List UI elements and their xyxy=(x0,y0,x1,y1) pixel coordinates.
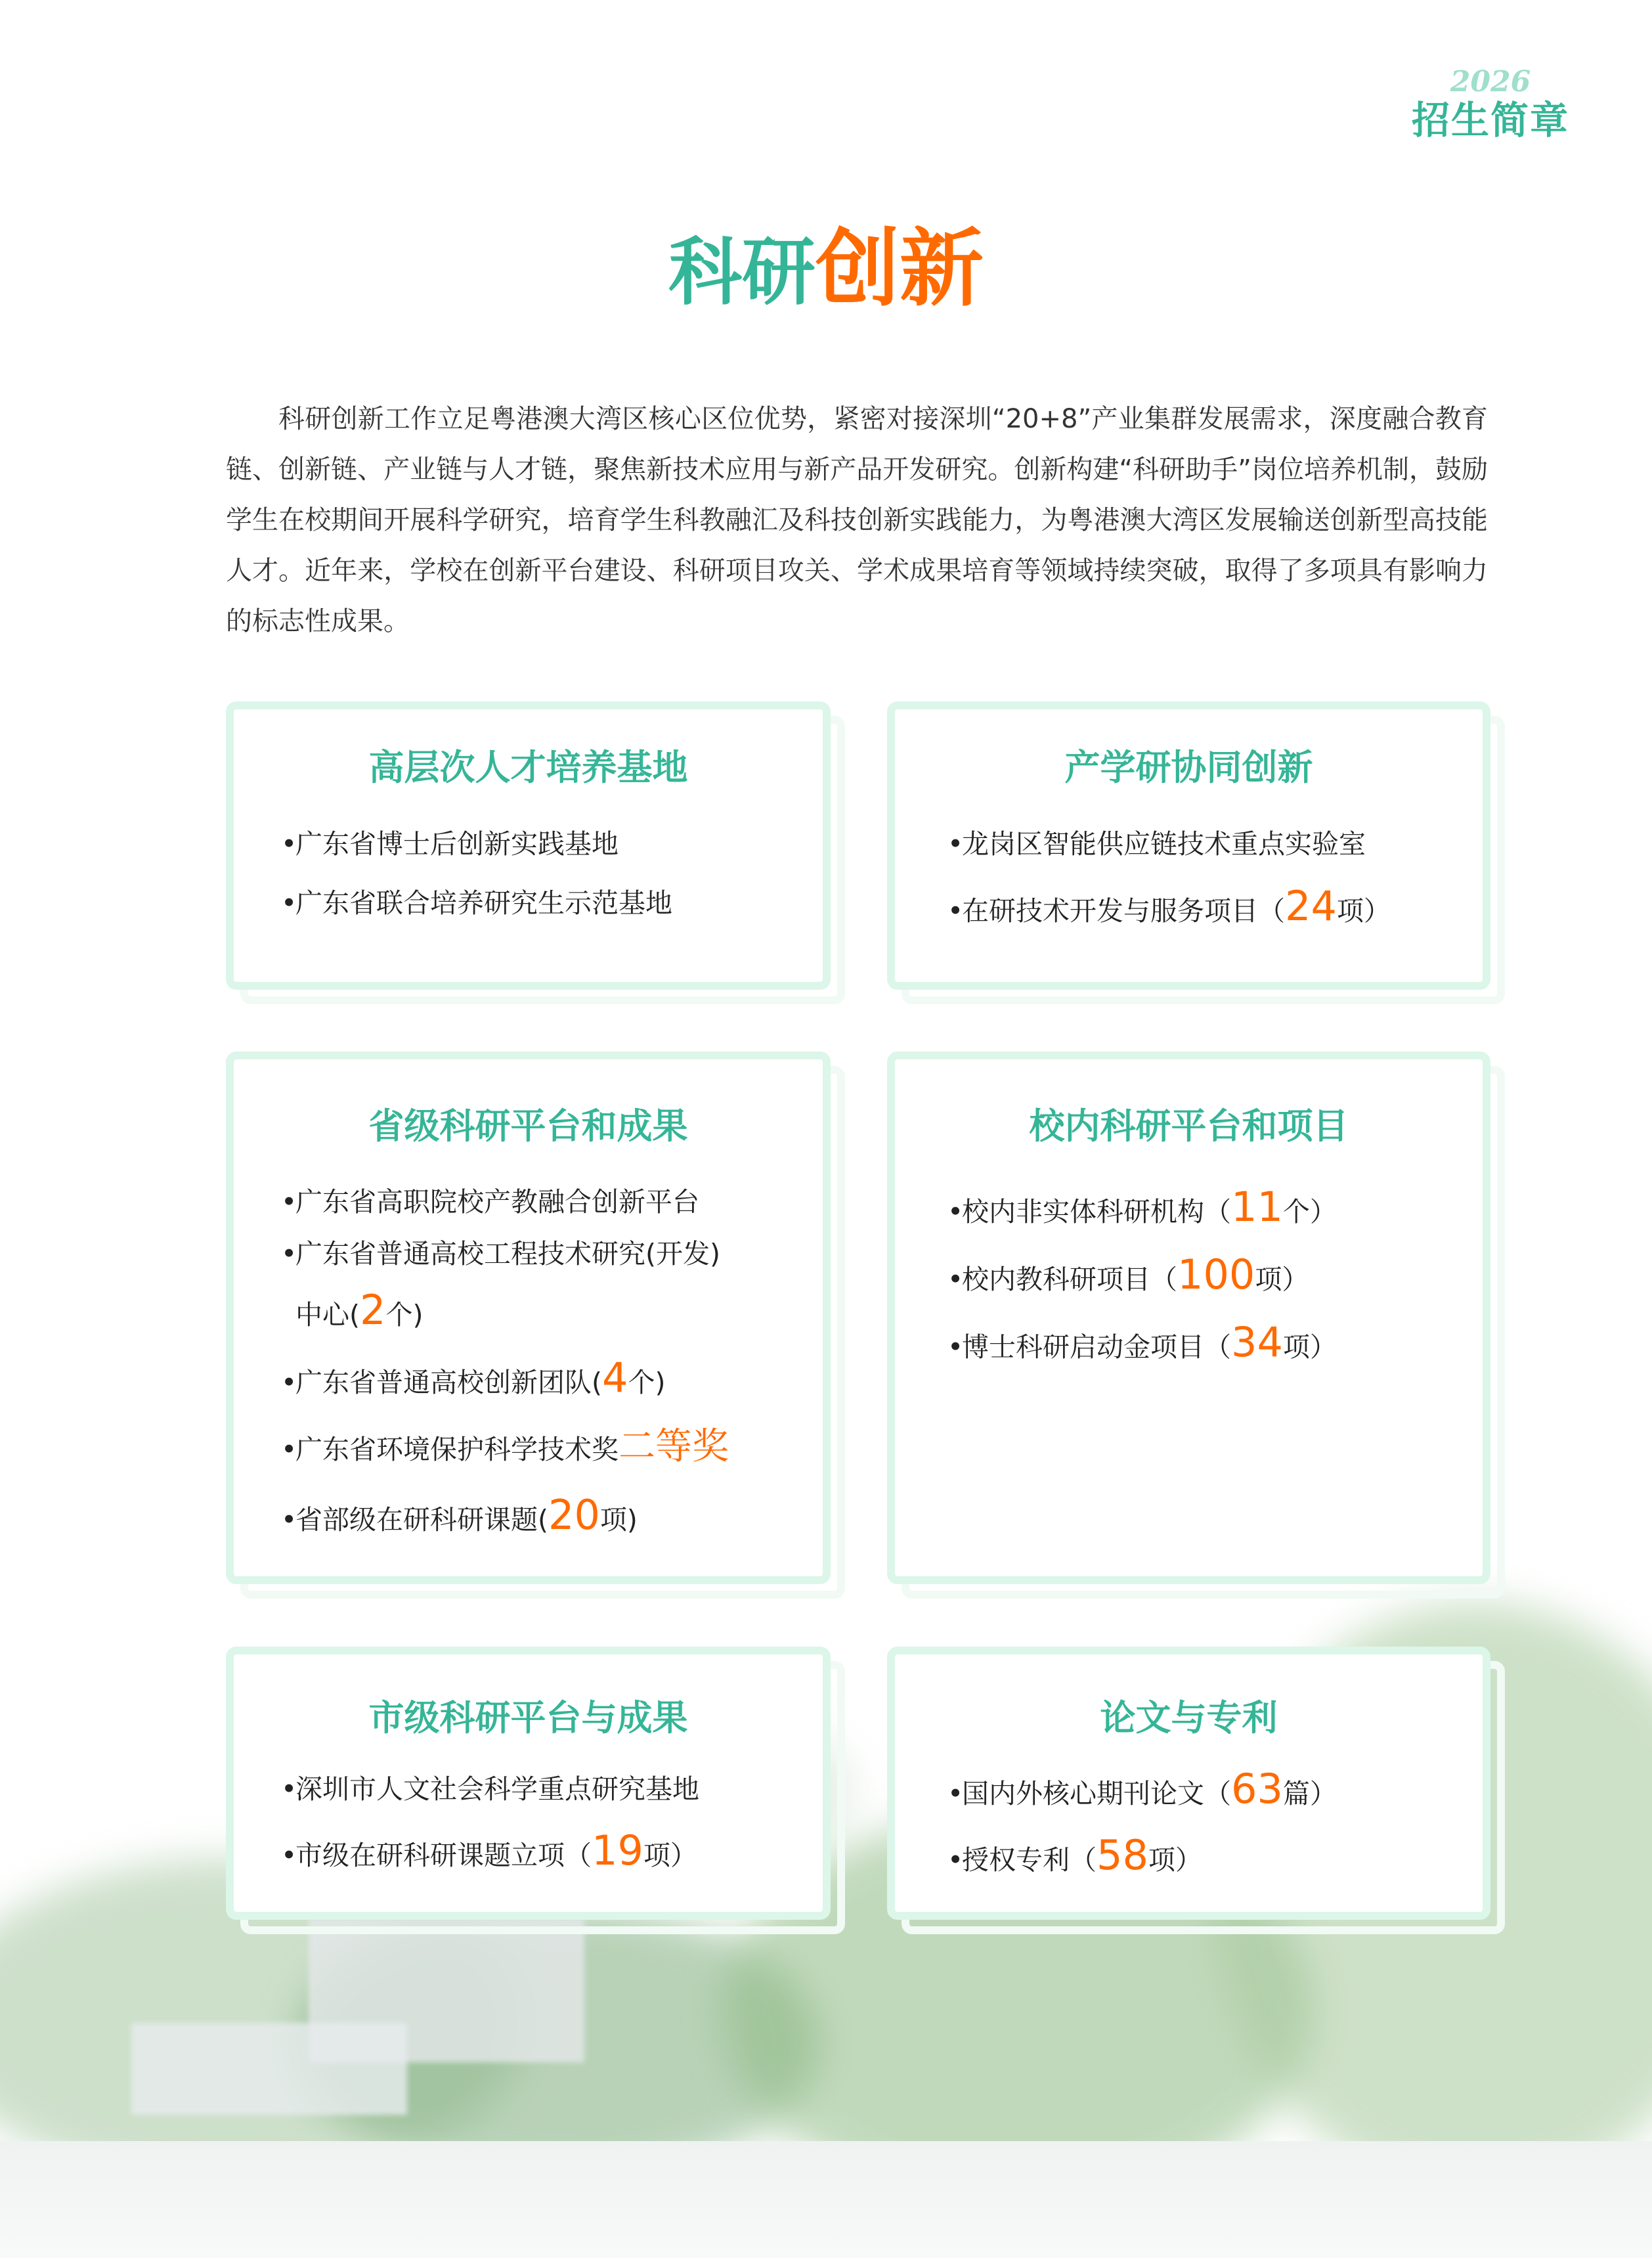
list-item: •博士科研启动金项目（34项） xyxy=(947,1318,1337,1366)
list-item: •广东省联合培养研究生示范基地 xyxy=(281,887,672,919)
card-title: 论文与专利 xyxy=(1100,1697,1278,1738)
list-item: •广东省普通高校工程技术研究(开发) xyxy=(281,1238,720,1270)
title-part1: 科研 xyxy=(668,230,815,315)
card-talent-base xyxy=(226,701,831,990)
list-item: •国内外核心期刊论文（63篇） xyxy=(947,1765,1337,1813)
card-title: 校内科研平台和项目 xyxy=(1029,1105,1349,1147)
list-item: •广东省环境保护科学技术奖二等奖 xyxy=(281,1425,729,1468)
card-papers-patents xyxy=(887,1647,1490,1920)
card-provincial-platforms xyxy=(226,1052,831,1584)
title-part2: 创新 xyxy=(815,220,984,318)
card-industry-research xyxy=(887,701,1490,990)
card-title: 产学研协同创新 xyxy=(1064,747,1313,788)
list-item: •深圳市人文社会科学重点研究基地 xyxy=(281,1773,699,1805)
logo-year: 2026 xyxy=(1450,65,1531,99)
list-item: •校内教科研项目（100项） xyxy=(947,1251,1309,1298)
list-item: •授权专利（58项） xyxy=(947,1831,1202,1879)
list-item: •省部级在研科研课题(20项) xyxy=(281,1491,638,1539)
card-title: 省级科研平台和成果 xyxy=(368,1105,688,1147)
intro-paragraph: 科研创新工作立足粤港澳大湾区核心区位优势，紧密对接深圳“20+8”产业集群发展需求，深度融合教育链、创新链、产业链与人才链，聚焦新技术应用与新产品开发研究。创新构建“科研助手”岗位培养机制，鼓励学生在校期间开展科学研究，培育学生科教融汇及科技创新实践能力，为粤港澳大湾区发展输送创新型高技能人才。近年来，学校在创新平台建设、科研项目攻关、学术成果培育等领域持续突破，取得了多项具有影响力的标志性成果。 xyxy=(226,404,1488,636)
brochure-logo xyxy=(1412,66,1569,142)
logo-name: 招生简章 xyxy=(1412,98,1570,143)
page-title xyxy=(0,220,1652,322)
list-item: •在研技术开发与服务项目（24项） xyxy=(947,882,1391,930)
list-item: •龙岗区智能供应链技术重点实验室 xyxy=(947,828,1366,860)
card-title: 市级科研平台与成果 xyxy=(368,1697,688,1738)
list-item: •广东省普通高校创新团队(4个) xyxy=(281,1354,666,1402)
card-title: 高层次人才培养基地 xyxy=(368,747,688,788)
list-item: •广东省博士后创新实践基地 xyxy=(281,828,619,860)
card-municipal-platforms xyxy=(226,1647,831,1920)
list-item: 中心(2个) xyxy=(295,1286,424,1334)
list-item: •校内非实体科研机构（11个） xyxy=(947,1183,1337,1231)
card-campus-platforms xyxy=(887,1052,1490,1584)
list-item: •市级在研科研课题立项（19项） xyxy=(281,1826,697,1874)
list-item: •广东省高职院校产教融合创新平台 xyxy=(281,1186,699,1218)
